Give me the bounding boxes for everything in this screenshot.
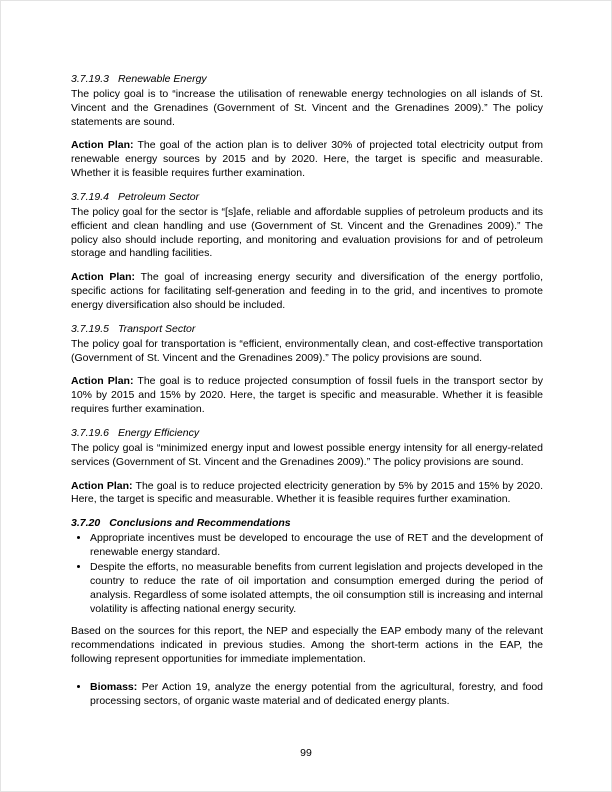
section-heading	[71, 427, 543, 441]
section-body: The policy goal is “minimized energy input and lowest possible energy intensity for all energy-related services (Government of St. Vincent and the Grenadines 2009).” The policy provisions are sound.	[71, 441, 543, 468]
action-plan-label: Action Plan:	[71, 375, 134, 388]
action-plan-paragraph	[71, 139, 543, 181]
section-heading	[71, 191, 543, 205]
bullet-item-biomass	[90, 681, 543, 709]
conclusions-paragraph: Based on the sources for this report, the NEP and especially the EAP embody many of the relevant recommendations indicated in previous studies. Among the short-term actions in the EAP, the following represent opportunities for immediate implementation.	[71, 625, 543, 666]
section-energy-efficiency	[71, 427, 543, 507]
section-title: Conclusions and Recommendations	[109, 517, 291, 530]
conclusions-heading	[71, 517, 543, 531]
section-number: 3.7.19.4	[71, 191, 109, 204]
conclusion-bullet-incentives: • Appropriate incentives must be developed to encourage the use of RET and the development of renewable energy standard.	[90, 532, 543, 560]
action-plan-paragraph	[71, 375, 543, 417]
action-plan-label: Action Plan:	[71, 479, 133, 492]
section-conclusions	[71, 517, 543, 708]
action-plan-text: The goal of the action plan is to deliver 30% of projected total electricity output from renewable energy sources by 2015 and by 2020. Here, the target is specific and measurable. Whether it is feasible requires further examination.	[71, 139, 543, 180]
section-number: 3.7.20	[71, 517, 101, 530]
biomass-label: Biomass:	[90, 680, 138, 693]
action-plan-text: The goal is to reduce projected electricity generation by 5% by 2015 and 15% by 2020. Here, the target is specific and measurable. Whether it is feasible requires further examination.	[71, 479, 543, 506]
section-number: 3.7.19.6	[71, 427, 109, 440]
section-title: Energy Efficiency	[117, 427, 200, 440]
immediate-actions-list	[71, 681, 543, 709]
section-heading	[71, 73, 543, 87]
section-body: The policy goal for transportation is “efficient, environmentally clean, and cost-effective transportation (Government of St. Vincent and the Grenadines 2009).” The policy provisions are sound.	[71, 337, 543, 364]
action-plan-label: Action Plan:	[71, 139, 134, 152]
action-plan-label: Action Plan:	[71, 271, 136, 284]
action-plan-text: The goal is to reduce projected consumption of fossil fuels in the transport sector by 10% by 2015 and 15% by 2020. Here, the target is specific and measurable. Whether it is feasible requires further examination.	[71, 375, 543, 416]
page-number: 99	[300, 747, 312, 760]
section-body: The policy goal is to “increase the utilisation of renewable energy technologies on all islands of St. Vincent and the Grenadines (Government of St. Vincent and the Grenadines 2009).” The policy statements are sound.	[71, 87, 543, 128]
action-plan-paragraph	[71, 271, 543, 313]
section-title: Transport Sector	[117, 322, 196, 335]
section-number: 3.7.19.5	[71, 322, 109, 335]
conclusion-bullet-oil-consumption: • Despite the efforts, no measurable benefits from current legislation and projects developed in the country to reduce the rate of oil importation and consumption emerged during the period of analysis. Regardless of some isolated attempts, the oil consumption still is increasing and internal volatility is affecting national energy security.	[90, 561, 543, 616]
conclusions-list	[71, 532, 543, 616]
section-transport-sector	[71, 323, 543, 417]
action-plan-text: The goal of increasing energy security and diversification of the energy portfolio, specific actions for facilitating self-generation and feeding in to the grid, and incentives to promote energy diversification also should be included.	[71, 271, 543, 312]
section-title: Renewable Energy	[117, 73, 207, 85]
section-renewable-energy	[71, 73, 543, 181]
biomass-text: Per Action 19, analyze the energy potential from the agricultural, forestry, and food processing sectors, of organic waste material and of dedicated energy plants.	[90, 680, 543, 707]
section-body: The policy goal for the sector is “[s]afe, reliable and affordable supplies of petroleum products and its efficient and clean handling and use (Government of St. Vincent and the Grenadines 2009).” The policy also should include reporting, and monitoring and evaluation provisions for and of petroleum storage and handling facilities.	[71, 205, 543, 260]
section-heading	[71, 323, 543, 337]
action-plan-paragraph	[71, 480, 543, 508]
section-number: 3.7.19.3	[71, 73, 109, 85]
section-petroleum-sector	[71, 191, 543, 313]
section-title: Petroleum Sector	[117, 191, 200, 204]
